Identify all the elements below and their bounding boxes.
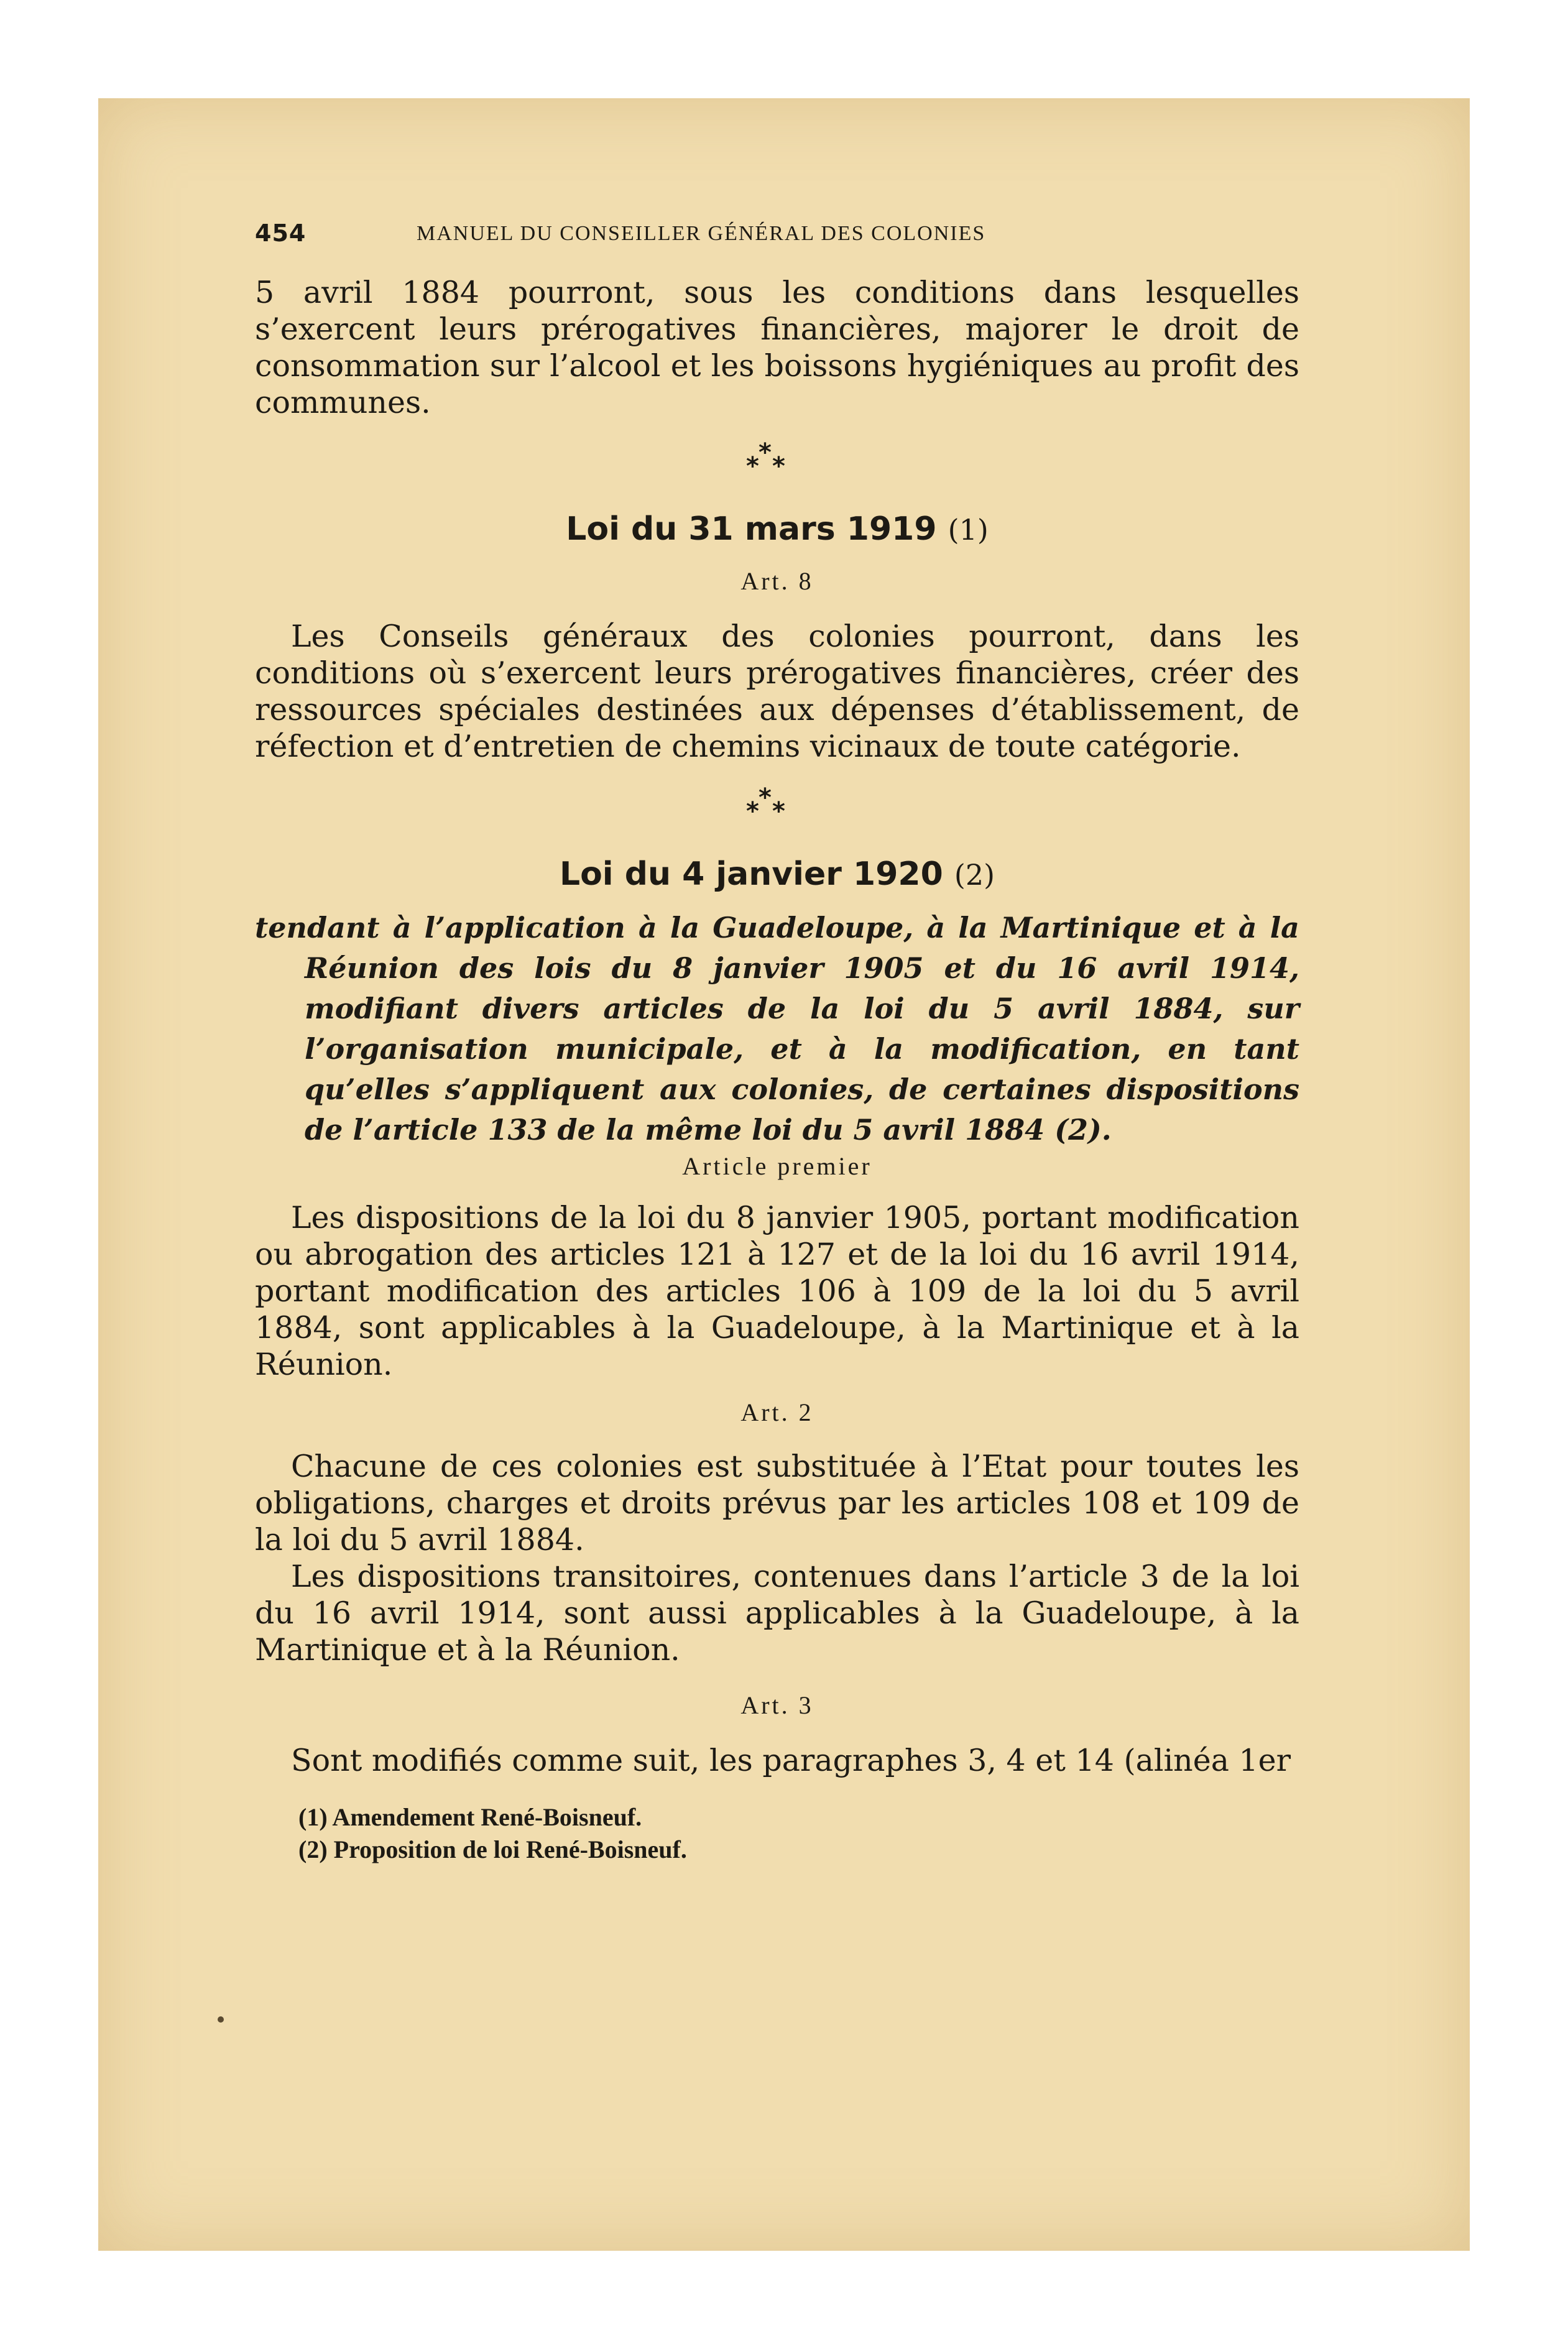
paper-speck <box>218 2016 224 2023</box>
footnote-2: (2) Proposition de loi René-Boisneuf. <box>298 1835 687 1863</box>
page-number: 454 <box>255 219 307 247</box>
section-separator <box>255 438 1299 498</box>
opening-paragraph: 5 avril 1884 pourront, sous les conditions dans lesquelles s’exercent leurs prérogatives financières, majorer le droit de consommation sur l’alcool et les boissons hygiéniques au profit des communes. <box>255 275 1299 420</box>
art-3-heading: Art. 3 <box>740 1691 814 1719</box>
law-1919-title <box>255 510 1299 548</box>
law-1919-title-text: Loi du 31 mars 1919 <box>566 510 937 548</box>
page-content <box>255 215 1299 1866</box>
running-title: MANUEL DU CONSEILLER GÉNÉRAL DES COLONIES <box>417 222 986 245</box>
art-2-text-2: Les dispositions transitoires, contenues dans l’article 3 de la loi du 16 avril 1914, sont aussi applicables à la Guadeloupe, à la Martinique et à la Réunion. <box>255 1559 1299 1668</box>
separator-star: * <box>759 783 772 812</box>
art-2-text-1: Chacune de ces colonies est substituée à l’Etat pour toutes les obligations, charges et droits prévus par les articles 108 et 109 de la loi du 5 avril 1884. <box>255 1449 1299 1558</box>
law-1920-title-text: Loi du 4 janvier 1920 <box>559 856 943 893</box>
page-sheet <box>98 98 1470 2251</box>
running-head <box>255 215 1299 252</box>
article-premier-heading: Article premier <box>682 1152 872 1180</box>
law-1919-note: (1) <box>948 513 989 547</box>
separator-star: * <box>746 452 759 481</box>
separator-star: * <box>772 452 785 481</box>
law-1920-title <box>255 856 1299 893</box>
law-1920-subtitle: tendant à l’application à la Guadeloupe, à la Martinique et à la Réunion des lois du 8 janvier 1905 et du 16 avril 1914, modifiant divers articles de la loi du 5 avril 1884, sur l’organisation municipale, et à la modification, en tant qu’elles s’appliquent aux colonies, de certaines dispositions de l’article 133 de la même loi du 5 avril 1884 (2). <box>255 911 1299 1147</box>
section-separator <box>255 783 1299 843</box>
law-1920-note: (2) <box>954 858 995 892</box>
footnote-1: (1) Amendement René-Boisneuf. <box>298 1803 642 1831</box>
article-premier-text: Les dispositions de la loi du 8 janvier 1905, portant modification ou abrogation des articles 121 à 127 et de la loi du 16 avril 1914, portant modification des articles 106 à 109 de la loi du 5 avril 1884, sont applicables à la Guadeloupe, à la Martinique et à la Réunion. <box>255 1200 1299 1382</box>
law-1919-text: Les Conseils généraux des colonies pourront, dans les conditions où s’exercent leurs prérogatives financières, créer des ressources spéciales destinées aux dépenses d’établissement, de réfection et d’entretien de chemins vicinaux de toute catégorie. <box>255 619 1299 764</box>
footnotes <box>255 1801 1299 1866</box>
separator-star: * <box>746 797 759 826</box>
art-3-text: Sont modifiés comme suit, les paragraphes 3, 4 et 14 (alinéa 1er <box>291 1743 1291 1778</box>
separator-star: * <box>772 797 785 826</box>
art-2-heading: Art. 2 <box>740 1398 814 1426</box>
separator-star: * <box>759 438 772 467</box>
law-1919-article-heading: Art. 8 <box>740 567 814 595</box>
